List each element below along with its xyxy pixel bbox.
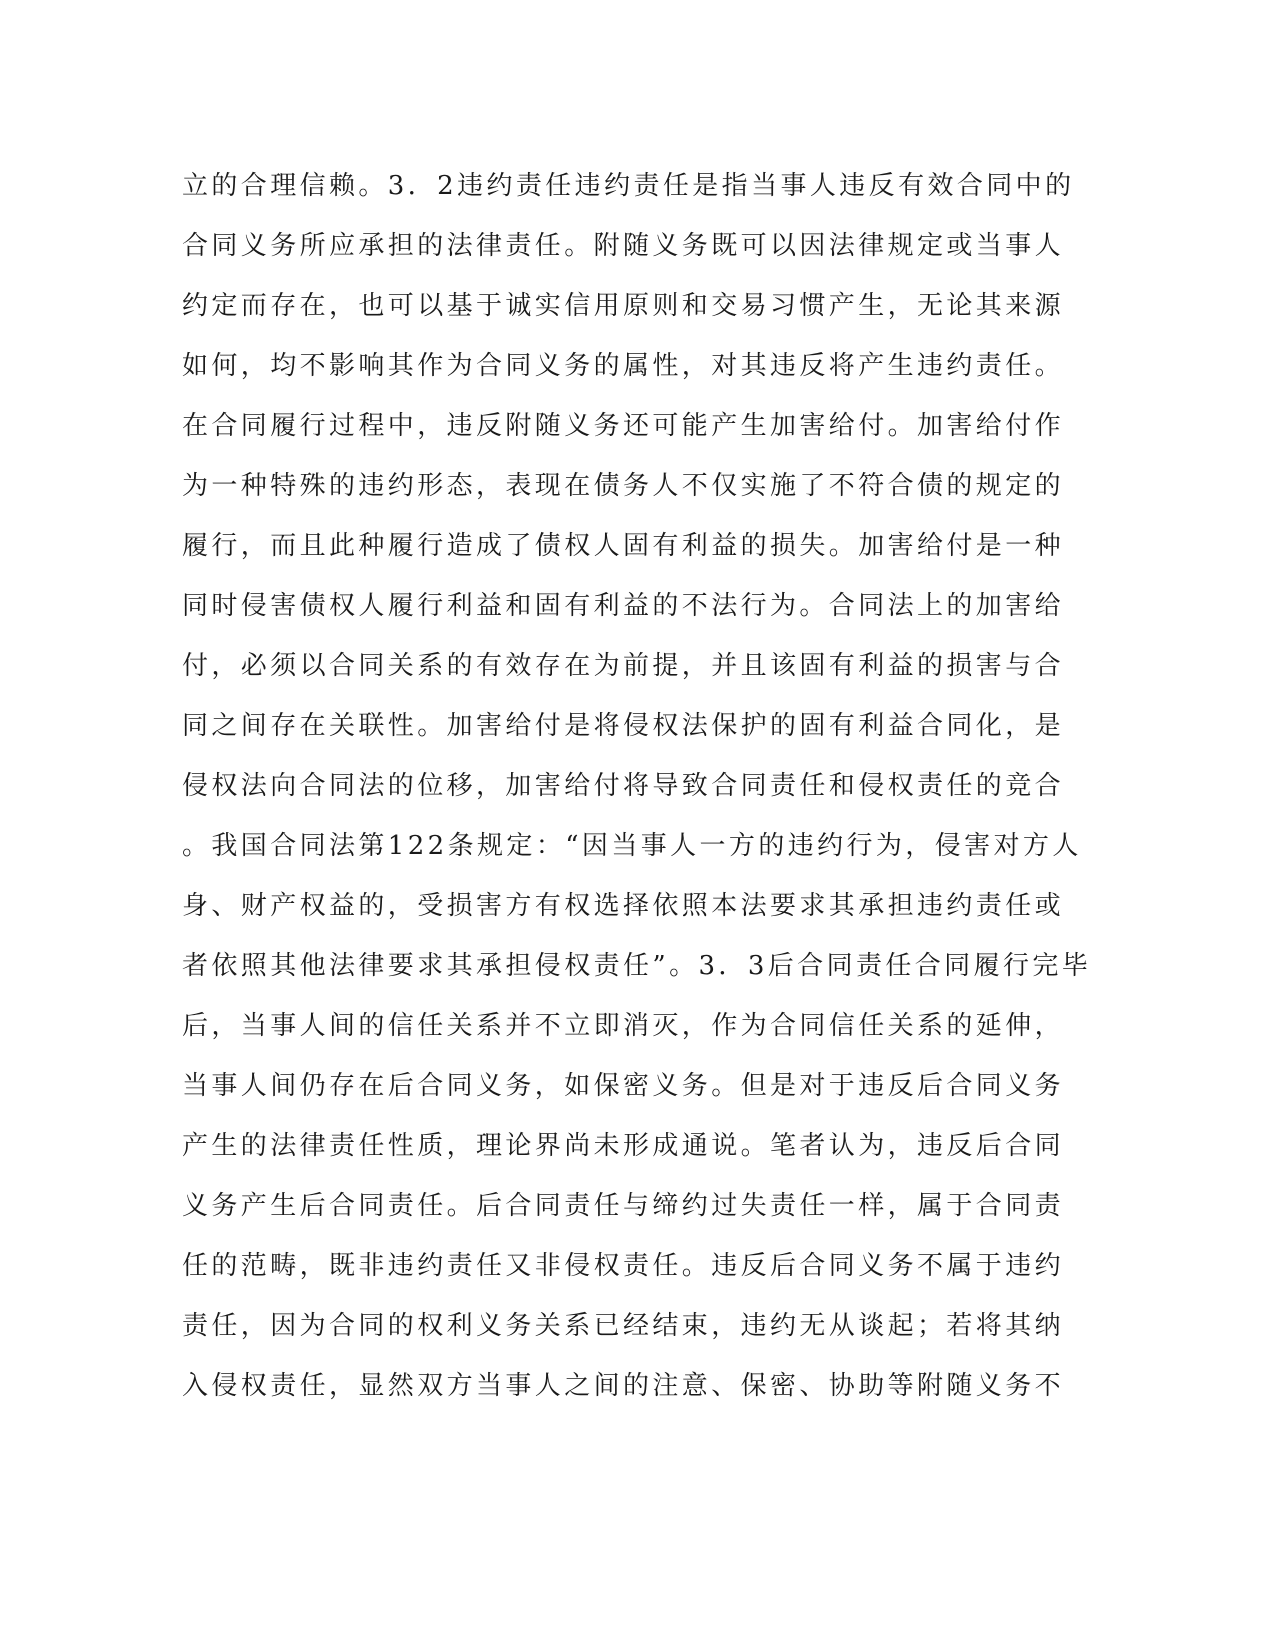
text-line: 同时侵害债权人履行利益和固有利益的不法行为。合同法上的加害给 xyxy=(182,591,1065,621)
text-line: 。我国合同法第122条规定：“因当事人一方的违约行为，侵害对方人 xyxy=(182,831,1082,861)
text-line: 如何，均不影响其作为合同义务的属性，对其违反将产生违约责任。 xyxy=(182,351,1065,381)
body-text xyxy=(182,156,1092,1416)
text-line: 履行，而且此种履行造成了债权人固有利益的损失。加害给付是一种 xyxy=(182,531,1065,561)
text-line: 入侵权责任，显然双方当事人之间的注意、保密、协助等附随义务不 xyxy=(182,1371,1065,1401)
text-line: 在合同履行过程中，违反附随义务还可能产生加害给付。加害给付作 xyxy=(182,411,1065,441)
text-line: 约定而存在，也可以基于诚实信用原则和交易习惯产生，无论其来源 xyxy=(182,291,1065,321)
text-line: 责任，因为合同的权利义务关系已经结束，违约无从谈起；若将其纳 xyxy=(182,1311,1065,1341)
text-line: 当事人间仍存在后合同义务，如保密义务。但是对于违反后合同义务 xyxy=(182,1071,1065,1101)
text-line: 身、财产权益的，受损害方有权选择依照本法要求其承担违约责任或 xyxy=(182,891,1065,921)
text-line: 产生的法律责任性质，理论界尚未形成通说。笔者认为，违反后合同 xyxy=(182,1131,1065,1161)
text-line: 付，必须以合同关系的有效存在为前提，并且该固有利益的损害与合 xyxy=(182,651,1065,681)
text-line: 后，当事人间的信任关系并不立即消灭，作为合同信任关系的延伸， xyxy=(182,1011,1065,1041)
text-line: 义务产生后合同责任。后合同责任与缔约过失责任一样，属于合同责 xyxy=(182,1191,1065,1221)
text-line: 为一种特殊的违约形态，表现在债务人不仅实施了不符合债的规定的 xyxy=(182,471,1065,501)
text-line: 者依照其他法律要求其承担侵权责任”。3．3后合同责任合同履行完毕 xyxy=(182,951,1092,981)
text-line: 同之间存在关联性。加害给付是将侵权法保护的固有利益合同化，是 xyxy=(182,711,1065,741)
text-line: 任的范畴，既非违约责任又非侵权责任。违反后合同义务不属于违约 xyxy=(182,1251,1065,1281)
text-line: 侵权法向合同法的位移，加害给付将导致合同责任和侵权责任的竞合 xyxy=(182,771,1065,801)
text-line: 合同义务所应承担的法律责任。附随义务既可以因法律规定或当事人 xyxy=(182,231,1065,261)
text-line: 立的合理信赖。3．2违约责任违约责任是指当事人违反有效合同中的 xyxy=(182,171,1075,201)
